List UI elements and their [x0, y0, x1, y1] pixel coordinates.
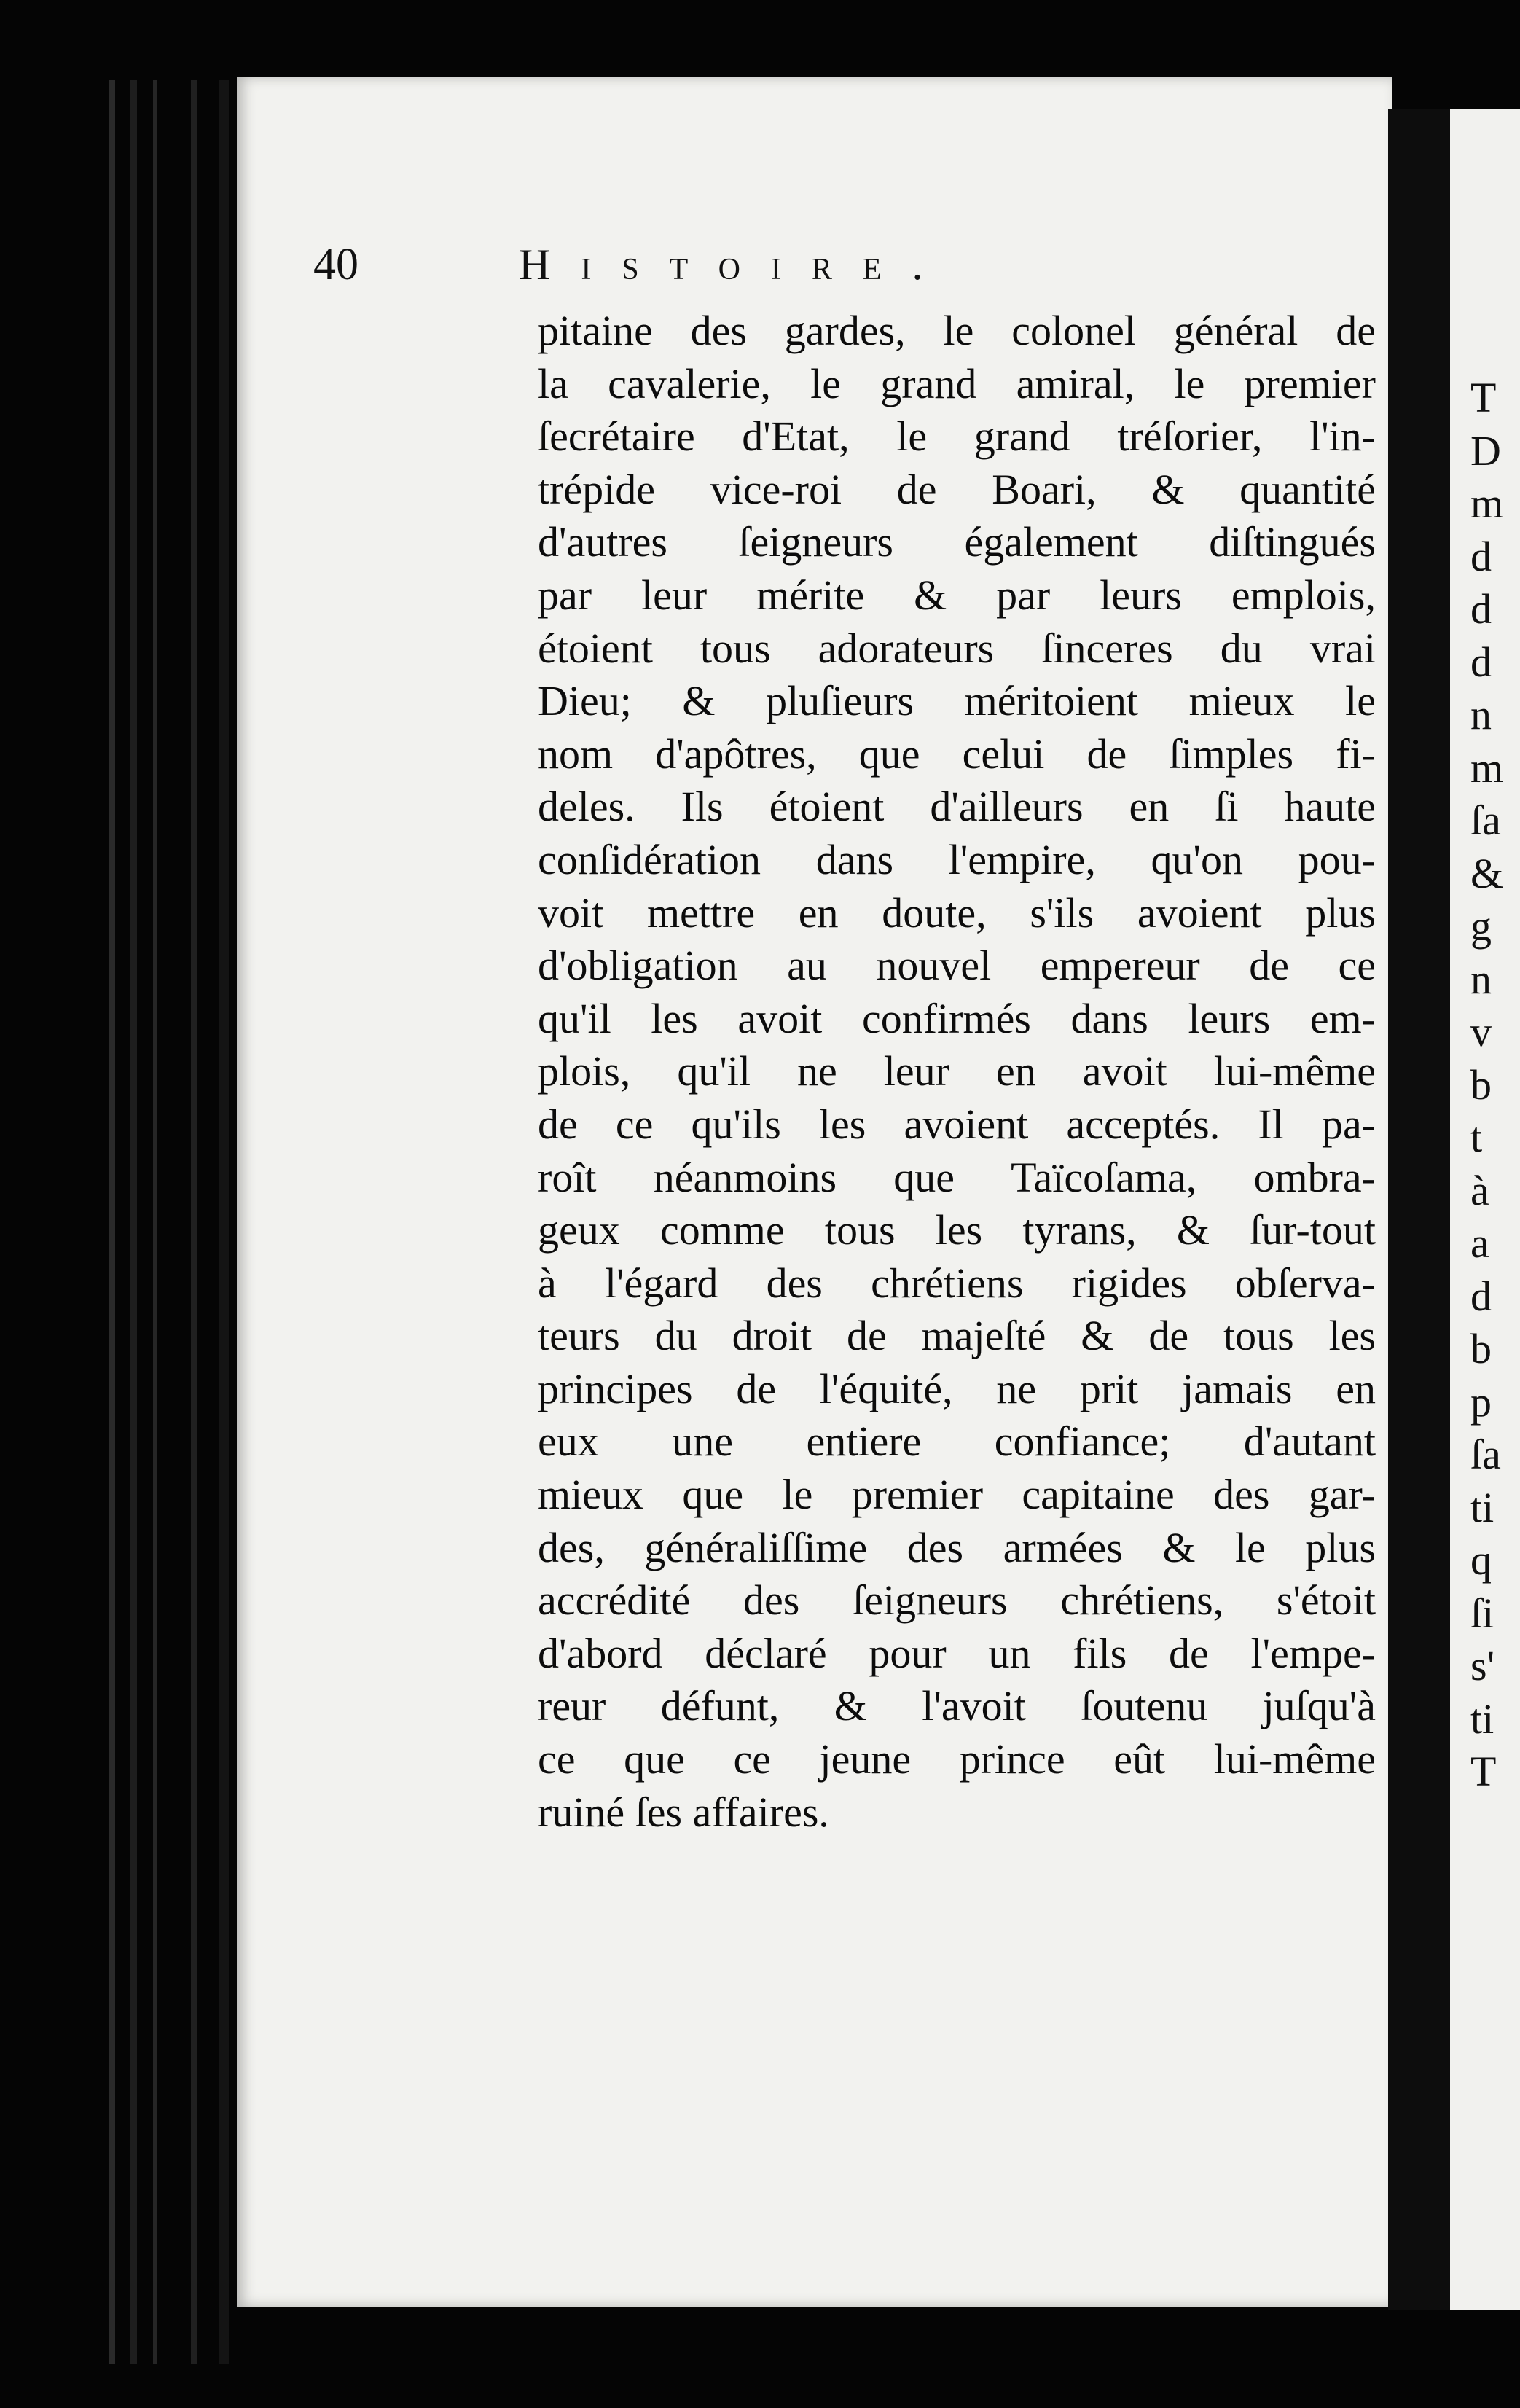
text-line: des, généraliſſime des armées & le plus	[538, 1523, 1376, 1571]
facing-page-letter: d	[1470, 1272, 1492, 1320]
facing-page-letter: s'	[1470, 1642, 1495, 1689]
facing-page-letter: t	[1470, 1114, 1483, 1161]
facing-page	[1450, 109, 1520, 2310]
text-line: voit mettre en doute, s'ils avoient plus	[538, 888, 1376, 937]
facing-page-letter: m	[1470, 743, 1504, 791]
binding-stripe	[130, 80, 137, 2364]
facing-page-letter: &	[1470, 849, 1504, 897]
facing-page-letter: v	[1470, 1008, 1492, 1055]
facing-page-letter: d	[1470, 638, 1492, 686]
text-line: de ce qu'ils les avoient acceptés. Il pa-	[538, 1100, 1376, 1148]
text-line: Dieu; & pluſieurs méritoient mieux le	[538, 677, 1376, 725]
facing-page-letter: n	[1470, 691, 1492, 738]
facing-page-letter: m	[1470, 480, 1504, 527]
text-line: geux comme tous les tyrans, & ſur-tout	[538, 1206, 1376, 1254]
running-title: Histoire.	[519, 241, 954, 289]
text-line: teurs du droit de majeſté & de tous les	[538, 1312, 1376, 1360]
text-line: reur défunt, & l'avoit ſoutenu juſqu'à	[538, 1682, 1376, 1730]
facing-page-letter: T	[1470, 374, 1497, 421]
page-gutter	[1388, 109, 1450, 2310]
facing-page-letter: n	[1470, 955, 1492, 1003]
facing-page-letter: à	[1470, 1166, 1489, 1214]
text-line: accrédité des ſeigneurs chrétiens, s'étoit	[538, 1576, 1376, 1625]
text-line: par leur mérite & par leurs emplois,	[538, 571, 1376, 619]
text-line: étoient tous adorateurs ſinceres du vrai	[538, 624, 1376, 672]
page-number: 40	[313, 240, 359, 289]
text-line: la cavalerie, le grand amiral, le premier	[538, 359, 1376, 407]
facing-page-letter: a	[1470, 1219, 1489, 1267]
facing-page-letter: q	[1470, 1536, 1492, 1584]
binding-stripe	[219, 80, 229, 2364]
text-line: ruiné ſes affaires.	[538, 1788, 829, 1836]
binding-stripe	[109, 80, 115, 2364]
text-line: à l'égard des chrétiens rigides obſerva-	[538, 1259, 1376, 1307]
text-line: ſecrétaire d'Etat, le grand tréſorier, l'in-	[538, 413, 1376, 461]
text-line: qu'il les avoit confirmés dans leurs em-	[538, 994, 1376, 1042]
text-line: mieux que le premier capitaine des gar-	[538, 1471, 1376, 1519]
text-line: trépide vice-roi de Boari, & quantité	[538, 465, 1376, 513]
facing-page-letter: ti	[1470, 1694, 1494, 1743]
text-line: ce que ce jeune prince eût lui-même	[538, 1735, 1376, 1783]
facing-page-letter: ſi	[1470, 1589, 1494, 1637]
facing-page-letter: d	[1470, 532, 1492, 580]
facing-page-text-edge	[1470, 372, 1520, 1799]
facing-page-letter: b	[1470, 1060, 1492, 1109]
facing-page-letter: p	[1470, 1377, 1492, 1426]
text-line: roît néanmoins que Taïcoſama, ombra-	[538, 1153, 1376, 1201]
facing-page-letter: ſa	[1470, 797, 1501, 844]
text-line: plois, qu'il ne leur en avoit lui-même	[538, 1047, 1376, 1095]
text-line: pitaine des gardes, le colonel général de	[538, 307, 1376, 354]
facing-page-letter: d	[1470, 585, 1492, 633]
text-line: eux une entiere confiance; d'autant	[538, 1418, 1376, 1466]
text-line: conſidération dans l'empire, qu'on pou-	[538, 835, 1376, 883]
text-line: d'autres ſeigneurs également diſtingués	[538, 518, 1376, 566]
facing-page-letter: D	[1470, 426, 1501, 474]
text-line: d'obligation au nouvel empereur de ce	[538, 942, 1376, 990]
facing-page-letter: b	[1470, 1325, 1492, 1372]
facing-page-letter: ti	[1470, 1483, 1494, 1531]
body-text	[538, 305, 1376, 1839]
text-line: nom d'apôtres, que celui de ſimples fi-	[538, 730, 1376, 778]
facing-page-letter: T	[1470, 1748, 1497, 1795]
facing-page-letter: g	[1470, 902, 1492, 950]
text-line: deles. Ils étoient d'ailleurs en ſi haute	[538, 783, 1376, 831]
running-head	[313, 239, 1188, 290]
binding-stripe	[153, 80, 157, 2364]
text-line: d'abord déclaré pour un fils de l'empe-	[538, 1629, 1376, 1677]
binding-stripe	[191, 80, 197, 2364]
text-line: principes de l'équité, ne prit jamais en	[538, 1364, 1376, 1412]
facing-page-letter: ſa	[1470, 1431, 1501, 1478]
